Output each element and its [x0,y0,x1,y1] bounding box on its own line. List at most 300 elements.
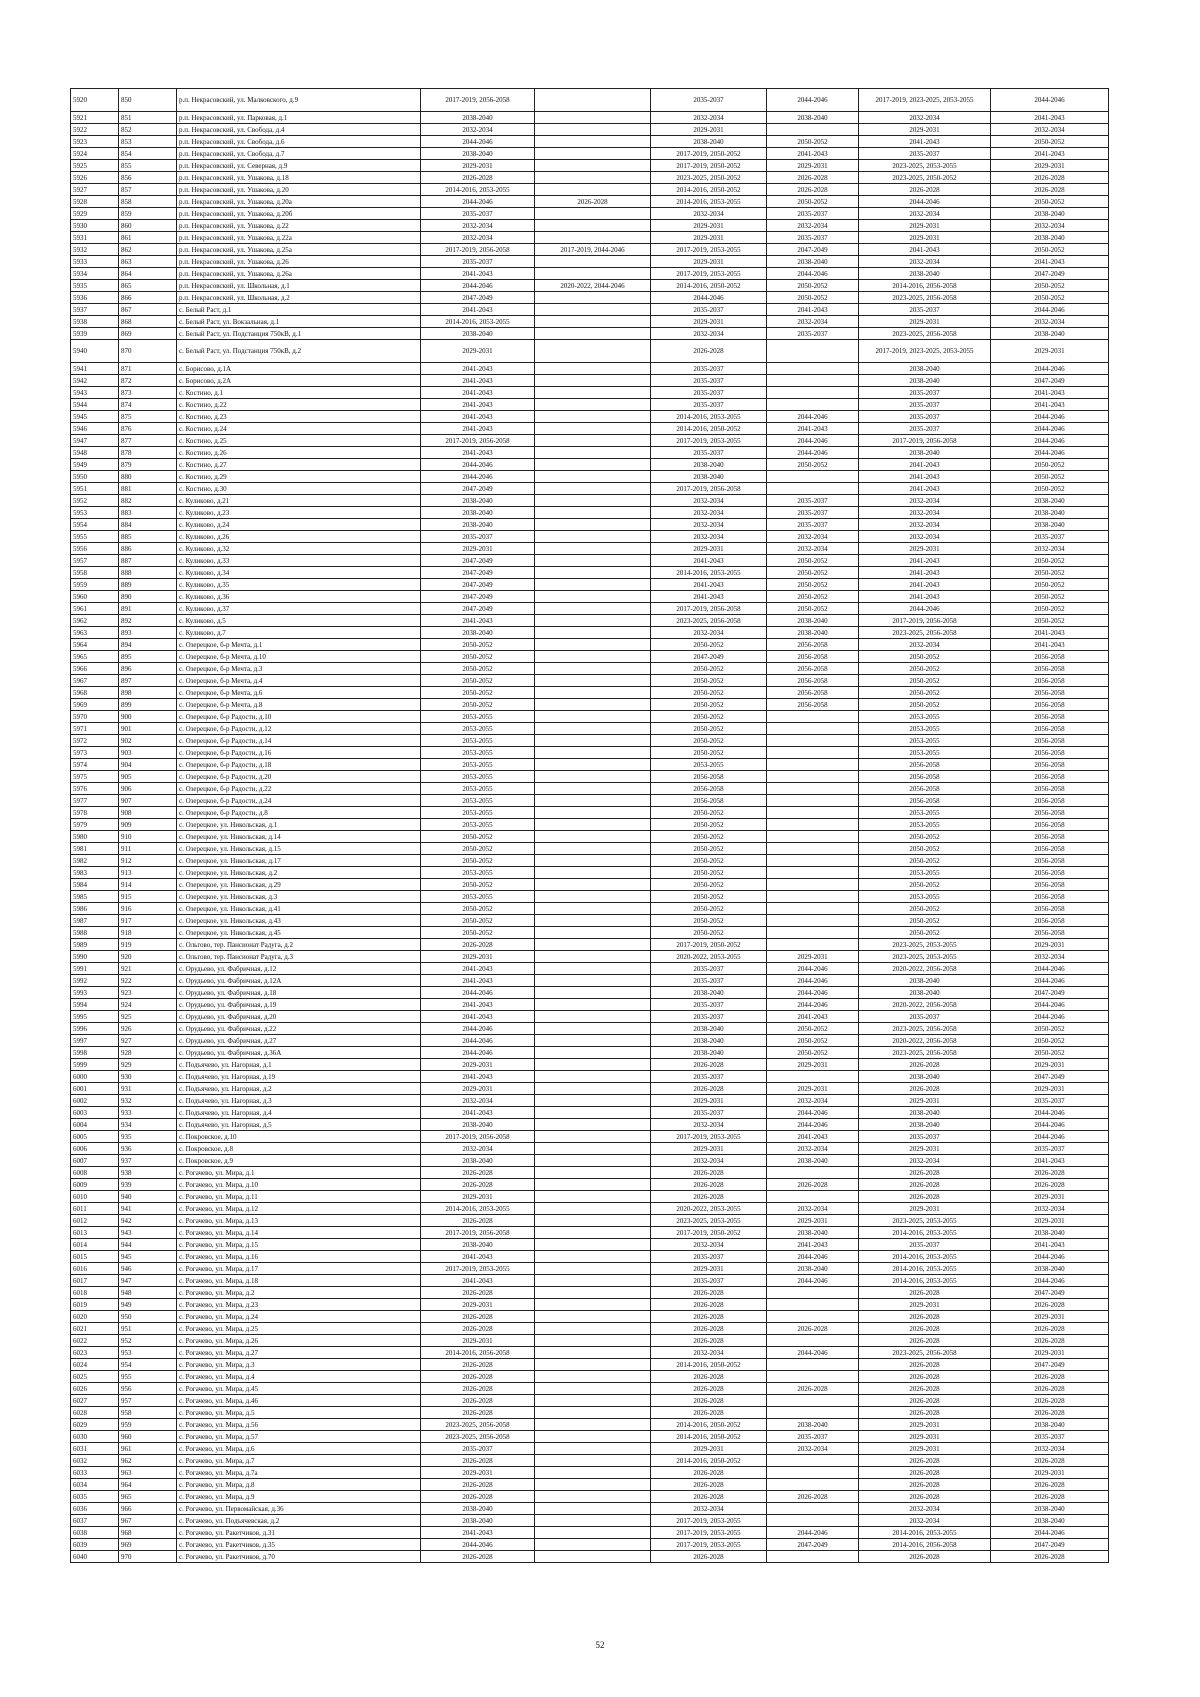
period-4-cell: 2044-2046 [767,1275,859,1287]
period-3-cell: 2050-2052 [651,819,767,831]
period-3-cell: 2038-2040 [651,987,767,999]
period-6-cell: 2056-2058 [991,723,1109,735]
table-row [71,184,1109,196]
row-number-cell: 6012 [71,1215,119,1227]
row-number-cell: 5953 [71,507,119,519]
period-3-cell: 2050-2052 [651,747,767,759]
period-1-cell: 2017-2019, 2056-2058 [421,89,535,112]
period-2-cell [535,663,651,675]
period-5-cell: 2035-2037 [859,423,991,435]
period-3-cell: 2023-2025, 2050-2052 [651,172,767,184]
table-row [71,340,1109,363]
table-row [71,1347,1109,1359]
period-5-cell: 2026-2028 [859,1395,991,1407]
period-1-cell: 2038-2040 [421,148,535,160]
period-1-cell: 2035-2037 [421,1443,535,1455]
table-row [71,375,1109,387]
period-3-cell: 2020-2022, 2053-2055 [651,1203,767,1215]
item-number-cell: 899 [119,699,177,711]
item-number-cell: 954 [119,1359,177,1371]
table-row [71,1539,1109,1551]
period-3-cell: 2050-2052 [651,735,767,747]
table-row [71,411,1109,423]
period-3-cell: 2053-2055 [651,759,767,771]
period-2-cell [535,435,651,447]
period-3-cell: 2041-2043 [651,591,767,603]
period-5-cell: 2032-2034 [859,519,991,531]
period-3-cell: 2029-2031 [651,1143,767,1155]
period-6-cell: 2035-2037 [991,531,1109,543]
period-5-cell: 2029-2031 [859,232,991,244]
item-number-cell: 955 [119,1371,177,1383]
period-5-cell: 2050-2052 [859,675,991,687]
period-3-cell: 2050-2052 [651,879,767,891]
table-row [71,1059,1109,1071]
period-3-cell: 2050-2052 [651,927,767,939]
row-number-cell: 5926 [71,172,119,184]
item-number-cell: 852 [119,124,177,136]
period-1-cell: 2038-2040 [421,1239,535,1251]
period-5-cell: 2029-2031 [859,1419,991,1431]
period-5-cell: 2026-2028 [859,1455,991,1467]
address-cell: с. Рогачево, ул. Мира, д.9 [177,1491,421,1503]
period-6-cell: 2029-2031 [991,1467,1109,1479]
period-1-cell: 2041-2043 [421,615,535,627]
period-3-cell: 2032-2034 [651,1119,767,1131]
row-number-cell: 6005 [71,1131,119,1143]
item-number-cell: 851 [119,112,177,124]
row-number-cell: 6010 [71,1191,119,1203]
table-row [71,1071,1109,1083]
period-1-cell: 2026-2028 [421,1359,535,1371]
address-cell: с. Озерецкое, ул. Никольская, д.15 [177,843,421,855]
period-2-cell [535,1191,651,1203]
item-number-cell: 928 [119,1047,177,1059]
table-row [71,783,1109,795]
period-4-cell: 2029-2031 [767,1059,859,1071]
period-6-cell: 2050-2052 [991,280,1109,292]
period-1-cell: 2044-2046 [421,1023,535,1035]
period-3-cell: 2032-2034 [651,328,767,340]
period-2-cell [535,1095,651,1107]
period-6-cell: 2026-2028 [991,1491,1109,1503]
period-6-cell: 2032-2034 [991,1203,1109,1215]
address-cell: с. Рогачево, ул. Ракетчиков, д.31 [177,1527,421,1539]
table-row [71,1011,1109,1023]
period-5-cell: 2053-2055 [859,735,991,747]
period-5-cell: 2044-2046 [859,196,991,208]
period-4-cell [767,387,859,399]
period-2-cell [535,1479,651,1491]
period-2-cell [535,963,651,975]
period-6-cell: 2041-2043 [991,387,1109,399]
address-cell: с. Орудьево, ул. Фабричная, д.12А [177,975,421,987]
period-2-cell [535,232,651,244]
table-row [71,939,1109,951]
period-1-cell: 2047-2049 [421,591,535,603]
period-3-cell: 2017-2019, 2050-2052 [651,939,767,951]
item-number-cell: 914 [119,879,177,891]
period-1-cell: 2014-2016, 2053-2055 [421,1203,535,1215]
period-1-cell: 2053-2055 [421,867,535,879]
period-2-cell [535,1119,651,1131]
period-6-cell: 2047-2049 [991,1539,1109,1551]
period-1-cell: 2044-2046 [421,280,535,292]
period-1-cell: 2044-2046 [421,471,535,483]
period-5-cell: 2032-2034 [859,1155,991,1167]
table-row [71,232,1109,244]
row-number-cell: 6011 [71,1203,119,1215]
period-2-cell [535,1239,651,1251]
period-6-cell: 2026-2028 [991,1407,1109,1419]
period-2-cell [535,1347,651,1359]
period-2-cell [535,687,651,699]
period-3-cell: 2029-2031 [651,1095,767,1107]
period-3-cell: 2038-2040 [651,459,767,471]
period-1-cell: 2047-2049 [421,483,535,495]
period-3-cell: 2023-2025, 2056-2058 [651,615,767,627]
item-number-cell: 918 [119,927,177,939]
period-5-cell: 2035-2037 [859,1239,991,1251]
period-5-cell: 2029-2031 [859,124,991,136]
period-3-cell: 2020-2022, 2053-2055 [651,951,767,963]
period-1-cell: 2035-2037 [421,531,535,543]
period-3-cell: 2017-2019, 2053-2055 [651,244,767,256]
period-5-cell: 2026-2028 [859,1479,991,1491]
period-1-cell: 2041-2043 [421,1251,535,1263]
address-cell: с. Орудьево, ул. Фабричная, д.19 [177,999,421,1011]
period-4-cell [767,340,859,363]
address-cell: с. Куликово, д.37 [177,603,421,615]
period-5-cell: 2020-2022, 2056-2058 [859,1035,991,1047]
period-1-cell: 2017-2019, 2056-2058 [421,244,535,256]
period-2-cell [535,867,651,879]
page-number: 52 [595,1640,605,1650]
period-3-cell: 2041-2043 [651,579,767,591]
period-1-cell: 2017-2019, 2056-2058 [421,435,535,447]
row-number-cell: 6008 [71,1167,119,1179]
period-2-cell [535,1275,651,1287]
period-2-cell [535,555,651,567]
period-2-cell [535,459,651,471]
period-1-cell: 2017-2019, 2056-2058 [421,1131,535,1143]
address-cell: с. Костино, д.25 [177,435,421,447]
period-4-cell: 2044-2046 [767,435,859,447]
item-number-cell: 904 [119,759,177,771]
address-cell: р.п. Некрасовский, ул. Северная, д.9 [177,160,421,172]
period-5-cell: 2029-2031 [859,1299,991,1311]
period-1-cell: 2032-2034 [421,220,535,232]
period-3-cell: 2050-2052 [651,891,767,903]
address-cell: с. Костино, д.23 [177,411,421,423]
period-5-cell: 2023-2025, 2056-2058 [859,328,991,340]
row-number-cell: 5948 [71,447,119,459]
item-number-cell: 898 [119,687,177,699]
period-4-cell: 2050-2052 [767,459,859,471]
period-5-cell: 2026-2028 [859,1311,991,1323]
period-1-cell: 2044-2046 [421,1035,535,1047]
period-6-cell: 2056-2058 [991,867,1109,879]
period-5-cell: 2026-2028 [859,1359,991,1371]
period-2-cell [535,891,651,903]
address-cell: с. Рогачево, ул. Мира, д.6 [177,1443,421,1455]
period-3-cell: 2014-2016, 2050-2052 [651,280,767,292]
period-6-cell: 2044-2046 [991,1119,1109,1131]
table-row [71,687,1109,699]
period-2-cell [535,172,651,184]
period-4-cell [767,1479,859,1491]
period-4-cell: 2044-2046 [767,268,859,280]
period-6-cell: 2050-2052 [991,136,1109,148]
item-number-cell: 909 [119,819,177,831]
row-number-cell: 5950 [71,471,119,483]
period-3-cell: 2014-2016, 2053-2055 [651,411,767,423]
period-1-cell: 2041-2043 [421,411,535,423]
period-1-cell: 2044-2046 [421,1539,535,1551]
row-number-cell: 6031 [71,1443,119,1455]
address-cell: с. Куликово, д.36 [177,591,421,603]
item-number-cell: 905 [119,771,177,783]
period-2-cell [535,639,651,651]
period-5-cell: 2038-2040 [859,363,991,375]
period-4-cell: 2044-2046 [767,975,859,987]
period-1-cell: 2041-2043 [421,423,535,435]
period-1-cell: 2014-2016, 2053-2055 [421,316,535,328]
period-1-cell: 2032-2034 [421,232,535,244]
period-5-cell: 2014-2016, 2053-2055 [859,1275,991,1287]
row-number-cell: 6026 [71,1383,119,1395]
item-number-cell: 939 [119,1179,177,1191]
period-4-cell: 2029-2031 [767,1083,859,1095]
period-2-cell: 2020-2022, 2044-2046 [535,280,651,292]
period-6-cell: 2047-2049 [991,1359,1109,1371]
period-3-cell: 2026-2028 [651,1179,767,1191]
address-cell: с. Орудьево, ул. Фабричная, д.12 [177,963,421,975]
row-number-cell: 6016 [71,1263,119,1275]
table-row [71,519,1109,531]
period-2-cell [535,363,651,375]
period-5-cell: 2014-2016, 2053-2055 [859,1527,991,1539]
period-6-cell: 2050-2052 [991,196,1109,208]
table-row [71,304,1109,316]
table-row [71,603,1109,615]
period-1-cell: 2035-2037 [421,256,535,268]
period-5-cell: 2032-2034 [859,1503,991,1515]
period-4-cell: 2032-2034 [767,531,859,543]
address-cell: с. Рогачево, ул. Мира, д.16 [177,1251,421,1263]
period-1-cell: 2026-2028 [421,1311,535,1323]
period-2-cell [535,1299,651,1311]
table-row [71,1143,1109,1155]
period-4-cell: 2038-2040 [767,112,859,124]
item-number-cell: 938 [119,1167,177,1179]
address-cell: с. Рогачево, ул. Мира, д.4 [177,1371,421,1383]
address-cell: с. Озерецкое, ул. Никольская, д.41 [177,903,421,915]
period-1-cell: 2041-2043 [421,375,535,387]
period-3-cell: 2050-2052 [651,807,767,819]
item-number-cell: 960 [119,1431,177,1443]
address-cell: р.п. Некрасовский, ул. Свобода, д.7 [177,148,421,160]
item-number-cell: 891 [119,603,177,615]
address-cell: с. Озерецкое, б-р Мечта, д.1 [177,639,421,651]
row-number-cell: 5951 [71,483,119,495]
table-row [71,915,1109,927]
period-5-cell: 2056-2058 [859,795,991,807]
address-cell: с. Рогачево, ул. Мира, д.15 [177,1239,421,1251]
period-4-cell [767,759,859,771]
period-5-cell: 2035-2037 [859,411,991,423]
period-4-cell: 2032-2034 [767,543,859,555]
table-row [71,124,1109,136]
period-1-cell: 2026-2028 [421,1455,535,1467]
period-2-cell [535,1467,651,1479]
table-row [71,1503,1109,1515]
address-cell: с. Куликово, д.32 [177,543,421,555]
address-cell: с. Орудьево, ул. Фабричная, д.20 [177,1011,421,1023]
period-3-cell: 2014-2016, 2050-2052 [651,423,767,435]
period-4-cell: 2026-2028 [767,1491,859,1503]
period-5-cell: 2038-2040 [859,1119,991,1131]
address-cell: с. Озерецкое, б-р Радости, д.12 [177,723,421,735]
period-4-cell: 2038-2040 [767,1155,859,1167]
period-2-cell [535,1083,651,1095]
period-4-cell [767,399,859,411]
row-number-cell: 6003 [71,1107,119,1119]
period-6-cell: 2038-2040 [991,519,1109,531]
period-4-cell [767,939,859,951]
period-3-cell: 2032-2034 [651,627,767,639]
period-4-cell: 2041-2043 [767,304,859,316]
period-6-cell: 2047-2049 [991,1071,1109,1083]
item-number-cell: 927 [119,1035,177,1047]
period-5-cell: 2026-2028 [859,1383,991,1395]
address-cell: с. Куликово, д.21 [177,495,421,507]
address-cell: с. Покровское, д.10 [177,1131,421,1143]
table-row [71,220,1109,232]
item-number-cell: 872 [119,375,177,387]
period-3-cell: 2026-2028 [651,1383,767,1395]
period-6-cell: 2041-2043 [991,148,1109,160]
period-4-cell: 2041-2043 [767,1131,859,1143]
period-5-cell: 2023-2025, 2056-2058 [859,1047,991,1059]
period-2-cell [535,1203,651,1215]
item-number-cell: 897 [119,675,177,687]
address-cell: с. Рогачево, ул. Мира, д.23 [177,1299,421,1311]
period-1-cell: 2029-2031 [421,1083,535,1095]
address-cell: с. Костино, д.27 [177,459,421,471]
row-number-cell: 5941 [71,363,119,375]
row-number-cell: 5991 [71,963,119,975]
item-number-cell: 945 [119,1251,177,1263]
row-number-cell: 6013 [71,1227,119,1239]
period-5-cell: 2026-2028 [859,1491,991,1503]
table-row [71,1455,1109,1467]
address-cell: р.п. Некрасовский, ул. Ушакова, д.22 [177,220,421,232]
period-1-cell: 2050-2052 [421,687,535,699]
period-3-cell: 2035-2037 [651,1011,767,1023]
period-1-cell: 2026-2028 [421,1215,535,1227]
period-5-cell: 2026-2028 [859,1191,991,1203]
row-number-cell: 6036 [71,1503,119,1515]
row-number-cell: 5956 [71,543,119,555]
period-4-cell: 2050-2052 [767,603,859,615]
period-4-cell: 2041-2043 [767,148,859,160]
period-1-cell: 2026-2028 [421,1395,535,1407]
period-2-cell [535,1155,651,1167]
table-row [71,136,1109,148]
period-2-cell [535,507,651,519]
period-5-cell: 2023-2025, 2056-2058 [859,627,991,639]
row-number-cell: 5936 [71,292,119,304]
period-4-cell [767,1455,859,1467]
address-cell: с. Борисово, д.2А [177,375,421,387]
period-6-cell: 2050-2052 [991,244,1109,256]
row-number-cell: 5982 [71,855,119,867]
period-3-cell: 2026-2028 [651,1299,767,1311]
period-2-cell [535,208,651,220]
item-number-cell: 885 [119,531,177,543]
period-2-cell [535,915,651,927]
period-1-cell: 2050-2052 [421,651,535,663]
period-3-cell: 2050-2052 [651,867,767,879]
period-1-cell: 2053-2055 [421,759,535,771]
period-5-cell: 2017-2019, 2056-2058 [859,435,991,447]
period-2-cell [535,747,651,759]
period-3-cell: 2050-2052 [651,855,767,867]
period-6-cell: 2035-2037 [991,1143,1109,1155]
item-number-cell: 878 [119,447,177,459]
period-3-cell: 2050-2052 [651,915,767,927]
period-4-cell: 2050-2052 [767,579,859,591]
address-cell: с. Куликово, д.35 [177,579,421,591]
period-6-cell: 2041-2043 [991,256,1109,268]
period-4-cell: 2035-2037 [767,519,859,531]
period-2-cell [535,519,651,531]
period-2-cell [535,975,651,987]
period-4-cell: 2035-2037 [767,495,859,507]
period-2-cell [535,1551,651,1563]
period-6-cell: 2026-2028 [991,1179,1109,1191]
period-4-cell [767,1515,859,1527]
period-4-cell: 2032-2034 [767,1095,859,1107]
period-2-cell [535,447,651,459]
period-4-cell: 2056-2058 [767,699,859,711]
row-number-cell: 5973 [71,747,119,759]
period-4-cell: 2041-2043 [767,1239,859,1251]
period-1-cell: 2029-2031 [421,1059,535,1071]
period-3-cell: 2035-2037 [651,975,767,987]
period-6-cell: 2032-2034 [991,316,1109,328]
address-cell: с. Рогачево, ул. Мира, д.56 [177,1419,421,1431]
period-4-cell: 2029-2031 [767,1215,859,1227]
address-cell: р.п. Некрасовский, ул. Ушакова, д.20а [177,196,421,208]
row-number-cell: 5985 [71,891,119,903]
address-cell: р.п. Некрасовский, ул. Школьная, д.1 [177,280,421,292]
table-row [71,1491,1109,1503]
row-number-cell: 5962 [71,615,119,627]
period-5-cell: 2029-2031 [859,1203,991,1215]
row-number-cell: 5979 [71,819,119,831]
item-number-cell: 941 [119,1203,177,1215]
address-cell: с. Рогачево, ул. Мира, д.2 [177,1287,421,1299]
item-number-cell: 906 [119,783,177,795]
period-6-cell: 2056-2058 [991,675,1109,687]
period-6-cell: 2056-2058 [991,711,1109,723]
table-row [71,1107,1109,1119]
period-5-cell: 2026-2028 [859,1179,991,1191]
period-6-cell: 2044-2046 [991,1251,1109,1263]
address-cell: с. Озерецкое, б-р Мечта, д.3 [177,663,421,675]
